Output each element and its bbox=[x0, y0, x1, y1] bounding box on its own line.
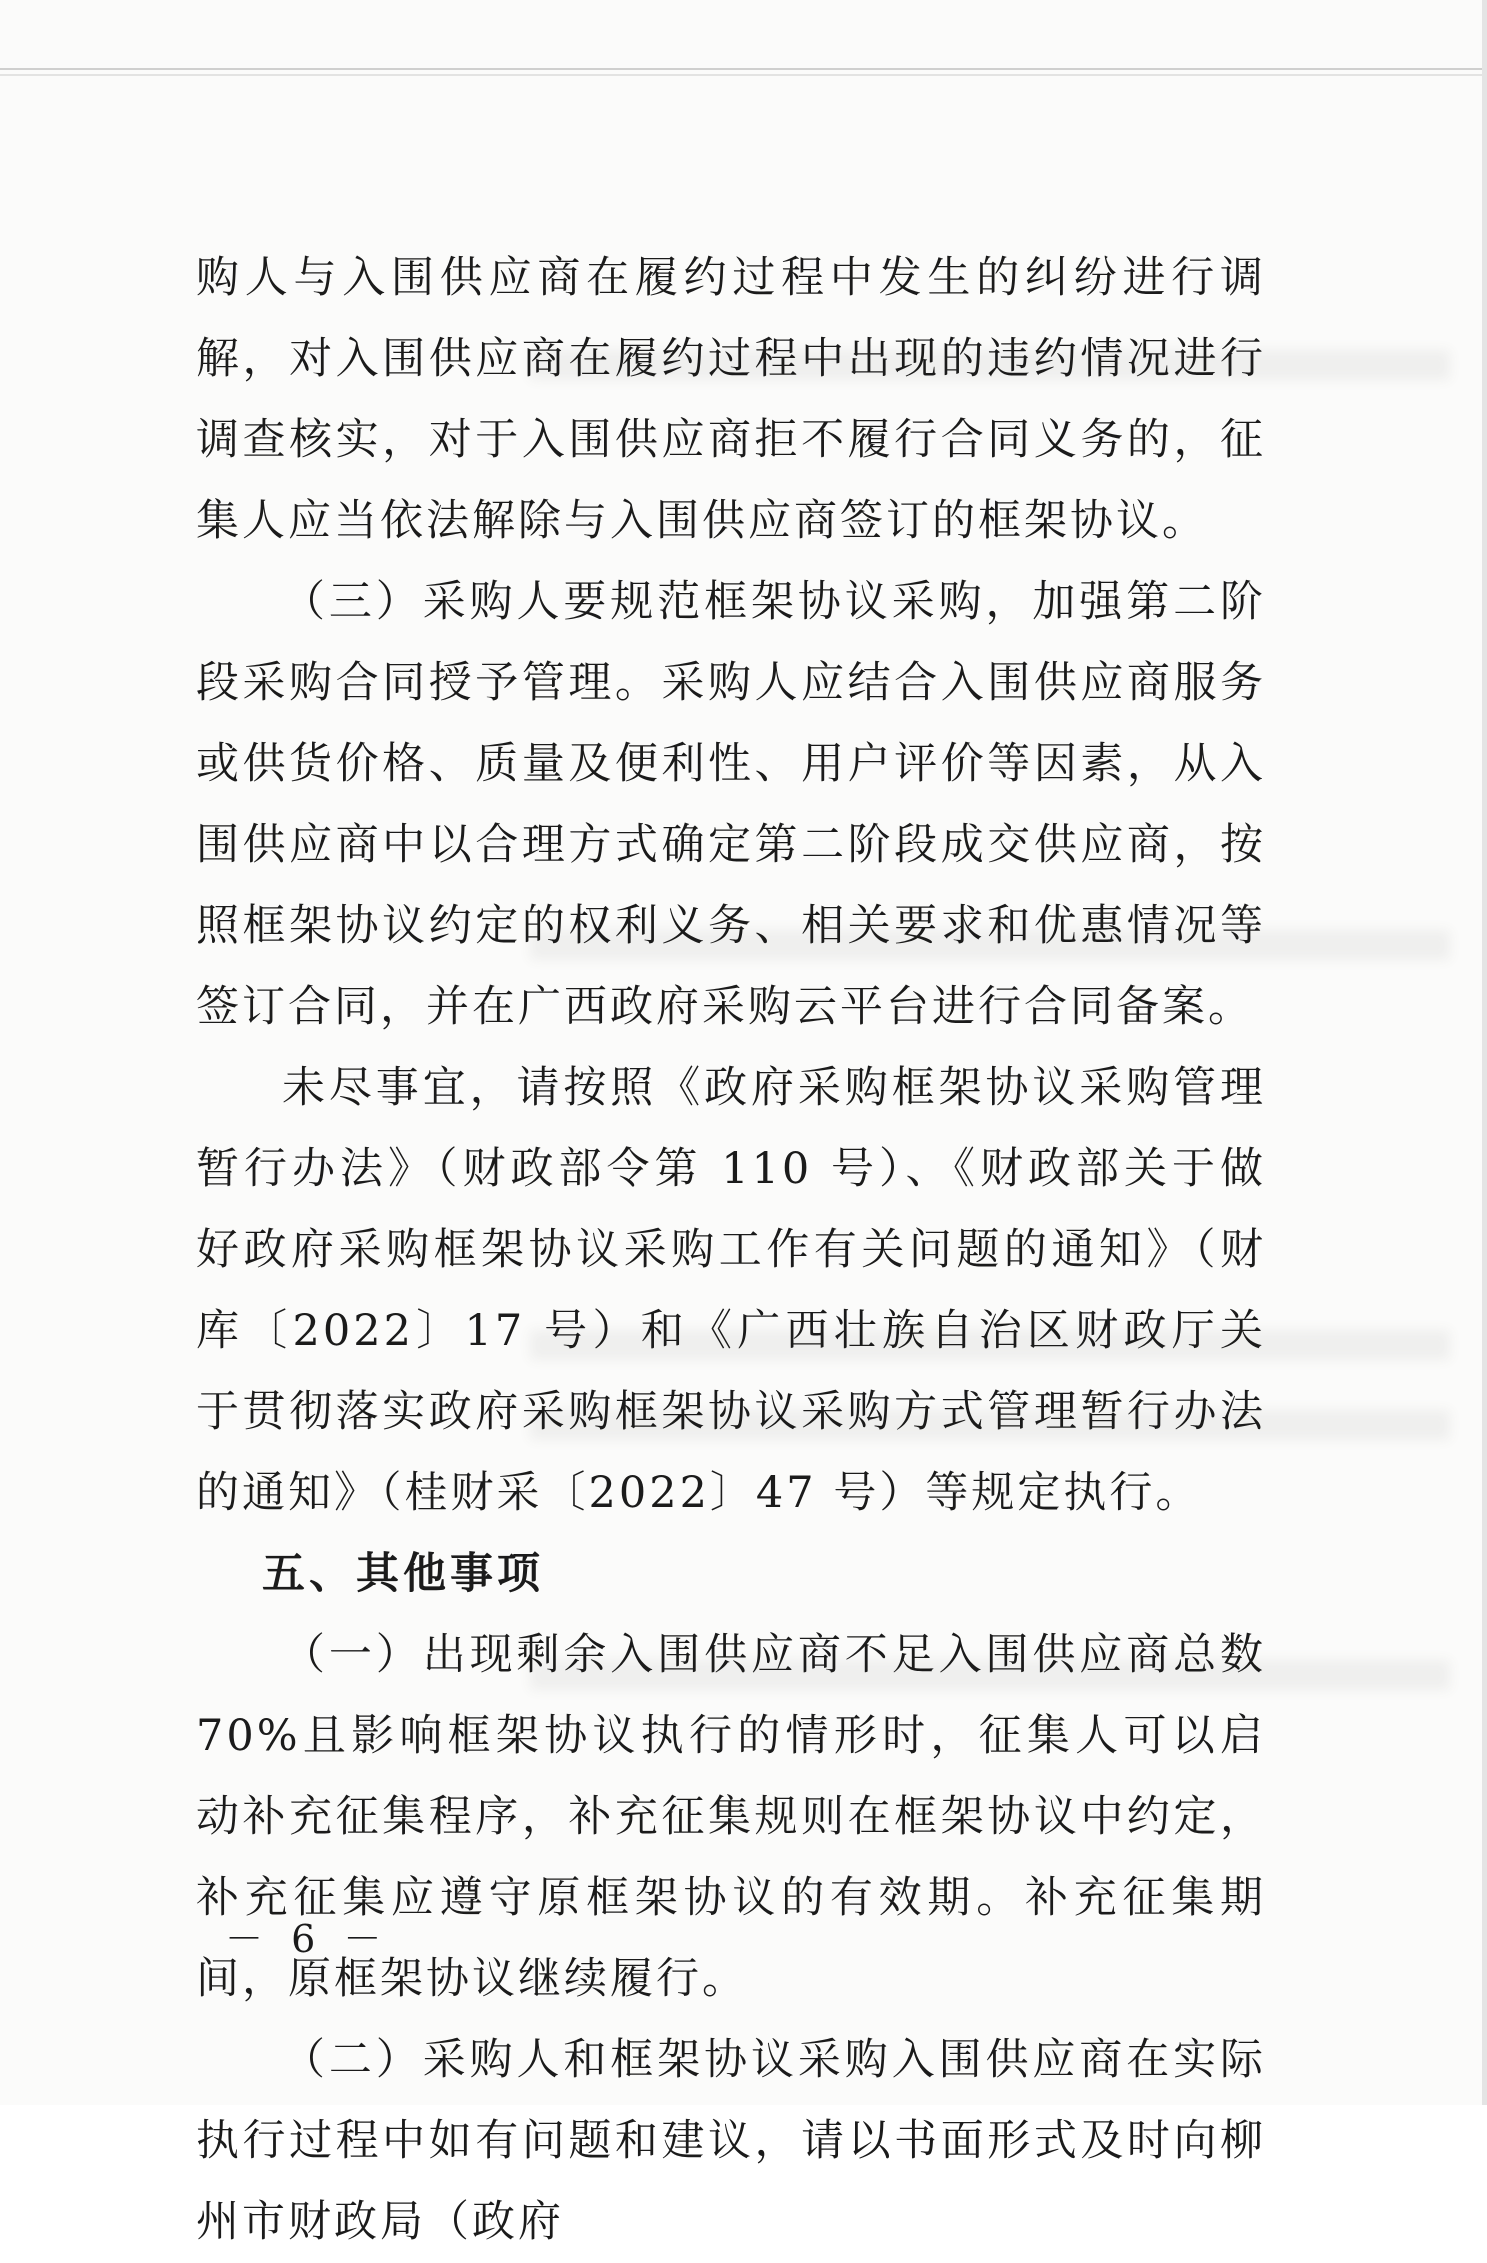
paragraph-other-item-one: （一）出现剩余入围供应商不足入围供应商总数 70%且影响框架协议执行的情形时，征集人可以启动补充征集程序，补充征集规则在框架协议中约定，补充征集应遵守原框架协议的有效期。补充征集期间，原框架协议继续履行。 bbox=[196, 1630, 1266, 2004]
scan-artifact-line bbox=[0, 68, 1487, 70]
paragraph-continuation: 购人与入围供应商在履约过程中发生的纠纷进行调解，对入围供应商在履约过程中出现的违约情况进行调查核实，对于入围供应商拒不履行合同义务的，征集人应当依法解除与入围供应商签订的框架协议。 bbox=[196, 253, 1266, 546]
page-number: － 6 － bbox=[225, 1917, 390, 1961]
section-heading: 五、其他事项 bbox=[262, 1549, 544, 1599]
scan-artifact-line bbox=[0, 74, 1487, 76]
paragraph-other-item-two: （二）采购人和框架协议采购入围供应商在实际执行过程中如有问题和建议，请以书面形式及时向柳州市财政局（政府 bbox=[196, 2035, 1266, 2247]
paragraph-item-three: （三）采购人要规范框架协议采购，加强第二阶段采购合同授予管理。采购人应结合入围供应商服务或供货价格、质量及便利性、用户评价等因素，从入围供应商中以合理方式确定第二阶段成交供应商，按照框架协议约定的权利义务、相关要求和优惠情况等签订合同，并在广西政府采购云平台进行合同备案。 bbox=[196, 577, 1266, 1032]
page-edge-shadow bbox=[1482, 0, 1487, 2105]
paragraph-unfinished-matters: 未尽事宜，请按照《政府采购框架协议采购管理暂行办法》（财政部令第 110 号）、《财政部关于做好政府采购框架协议采购工作有关问题的通知》（财库〔2022〕17 号）和《广西壮族自治区财政厅关于贯彻落实政府采购框架协议采购方式管理暂行办法的通知》（桂财采〔2022〕47 号）等规定执行。 bbox=[196, 1063, 1266, 1518]
